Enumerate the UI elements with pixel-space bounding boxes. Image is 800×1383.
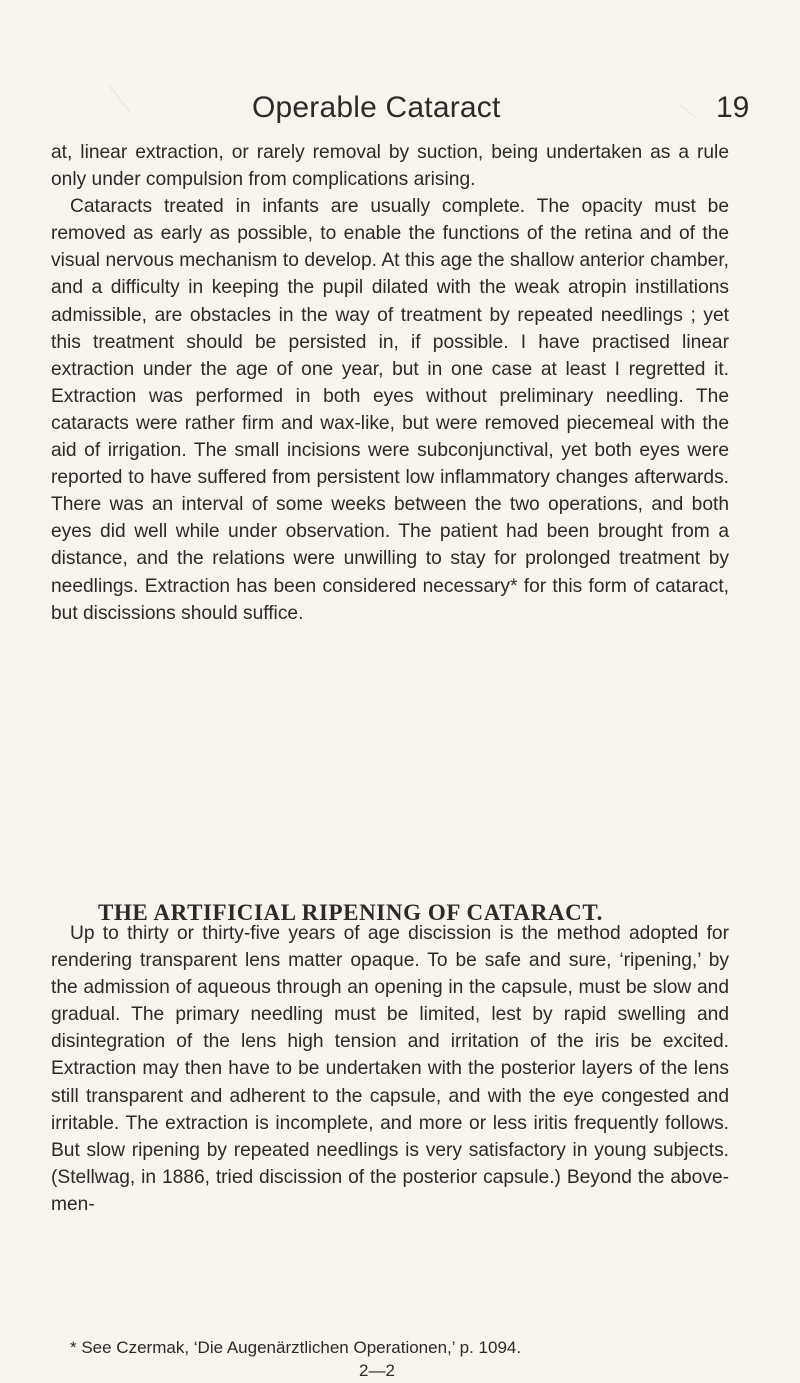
page-title: Operable Cataract	[252, 91, 501, 124]
body-paragraph: Up to thirty or thirty-five years of age discission is the method adopted for rendering transparent lens matter opaque. To be safe and sure, ‘ripening,’ by the admission of aqueous through an opening in the capsule, must be slow and gradual. The primary needling must be limited, lest by rapid swelling and disintegration of the lens high tension and irritation of the iris be excited. Extraction may then have to be undertaken with the posterior layers of the lens still transparent and adherent to the capsule, and with the eye congested and irritable. The extraction is incomplete, and more or less iritis frequently follows. But slow ripening by repeated needlings is very satisfactory in young subjects. (Stellwag, in 1886, tried discission of the posterior capsule.) Beyond the above-men-	[51, 923, 729, 1215]
printer-signature: 2—2	[359, 1361, 395, 1380]
footnote: * See Czermak, ‘Die Augenärztlichen Operationen,’ p. 1094.	[70, 1338, 522, 1357]
running-head	[0, 86, 800, 130]
continued-paragraph: at, linear extraction, or rarely removal by suction, being undertaken as a rule only under compulsion from complications arising.	[51, 142, 729, 191]
page-number: 19	[716, 91, 750, 124]
body-text-block	[51, 920, 729, 1328]
section-heading: THE ARTIFICIAL RIPENING OF CATARACT.	[98, 900, 603, 926]
body-paragraph: Cataracts treated in infants are usually complete. The opacity must be removed as early as possible, to enable the functions of the retina and of the visual nervous mechanism to develop. At this age the shallow anterior chamber, and a difficulty in keeping the pupil dilated with the weak atropin instillations admissible, are obstacles in the way of treatment by repeated needlings ; yet this treatment should be persisted in, if possible. I have practised linear extraction under the age of one year, but in one case at least I regretted it. Extraction was performed in both eyes without preliminary needling. The cataracts were rather firm and wax-like, but were removed piecemeal with the aid of irrigation. The small incisions were subconjunctival, yet both eyes were reported to have suffered from persistent low inflammatory changes afterwards. There was an interval of some weeks between the two operations, and both eyes did well while under observation. The patient had been brought from a distance, and the relations were unwilling to stay for prolonged treatment by needlings. Extraction has been considered necessary* for this form of cataract, but discissions should suffice.	[51, 196, 729, 624]
body-text-block	[51, 139, 729, 851]
